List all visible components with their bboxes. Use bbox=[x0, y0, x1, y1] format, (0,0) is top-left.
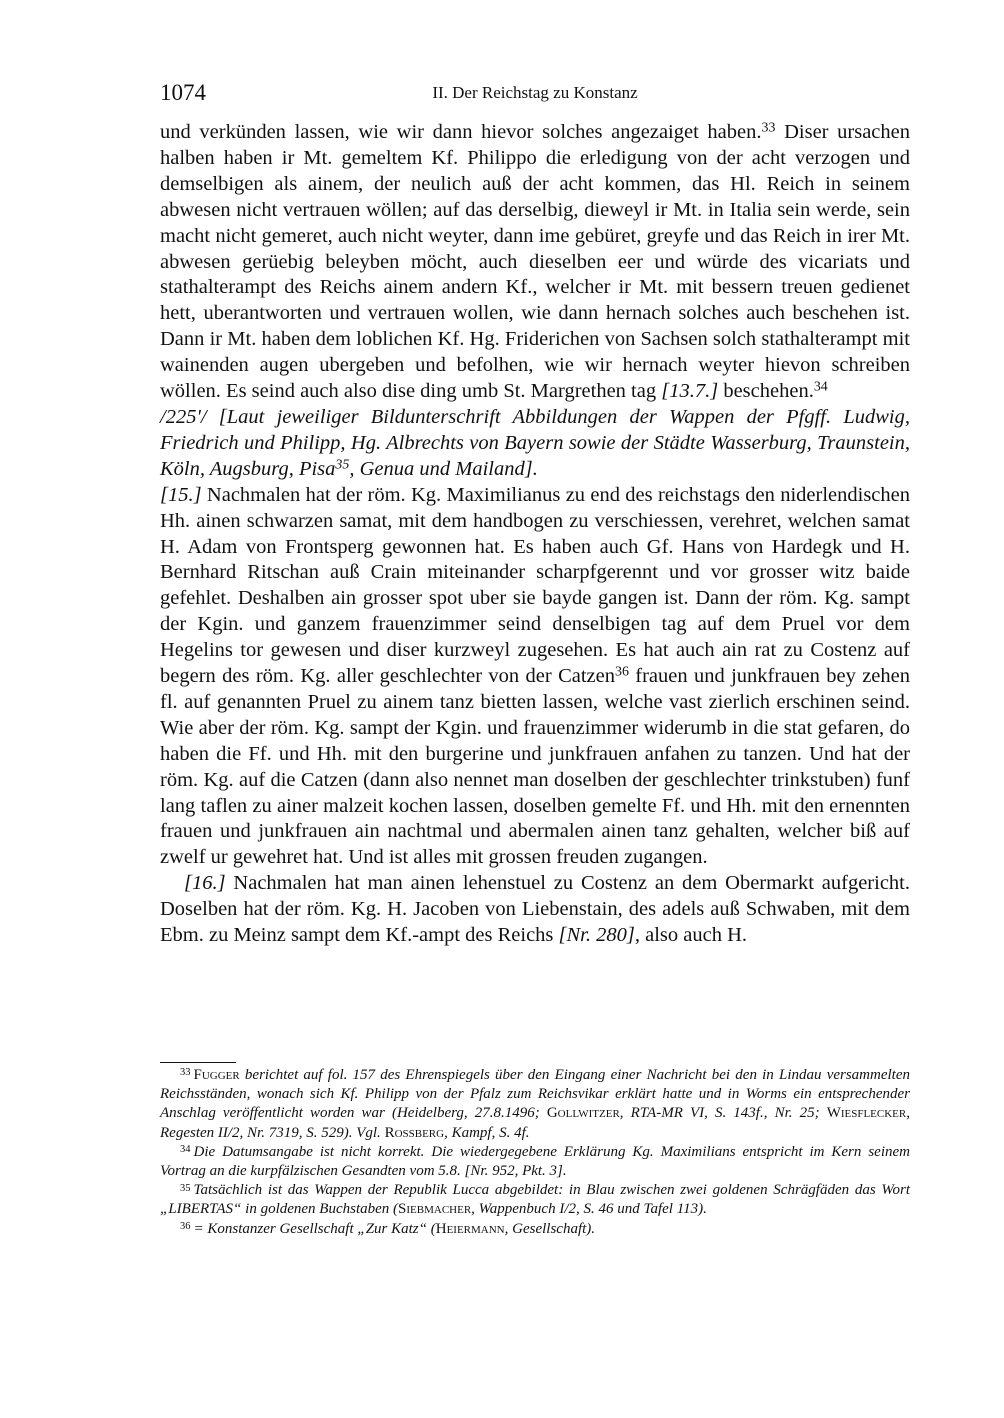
footnote-text: berichtet auf fol. 157 des Ehrenspiegels über den Eingang einer Nachricht bei den in Lindau versammelten Reichsständen, wonach sich Kf. Philipp von der Pfalz zum Reichsvikar erklärt hatte und in Worms ein entsprechender Anschlag veröffentlicht worden war (Heidelberg, 27.8.1496; bbox=[160, 1067, 910, 1122]
footnote-text: = Konstanzer Gesellschaft „Zur Katz“ ( bbox=[193, 1220, 436, 1237]
running-head: II. Der Reichstag zu Konstanz bbox=[432, 83, 638, 102]
footnote-text: Die Datumsangabe ist nicht korrekt. Die wiedergegebene Erklärung Kg. Maximilians entspricht im Kern seinem Vortrag an die kurpfälzischen Gesandten vom 5.8. [Nr. 952, Pkt. 3]. bbox=[160, 1143, 910, 1180]
text: Diser ursachen halben haben ir Mt. gemeltem Kf. Philippo die erledigung von der acht verzogen und demselbigen als ainem, der neulich auß der acht kommen, das Hl. Reich in seinem abwesen nicht vertrauen wöllen; auf das derselbig, dieweyl ir Mt. in Italia sein werde, sein macht nicht gemeret, auch nicht weyter, dann ime gebüret, greyfe und das Reich in irer Mt. abwesen gerüebig beleyben möcht, auch dieselben eer und würde des vicariats und stathalterampt des Reichs ainem andern Kf., welcher ir Mt. mit bessern treuen gedienet hett, uberantworten und vertrauen wollen, wie dann hernach solches auch beschehen ist. Dann ir Mt. haben dem loblichen Kf. Hg. Friderichen von Sachsen solch stathalterampt mit wainenden augen ubergeben und befolhen, wie wir hernach weyter hievon schreiben wöllen. Es seind auch also dise ding umb St. Margrethen tag bbox=[160, 121, 910, 403]
date-bracket: [13.7.] bbox=[661, 380, 719, 403]
footnote-ref-33[interactable]: 33 bbox=[761, 120, 776, 136]
paragraph-16 bbox=[160, 871, 910, 949]
author-name: Fugger bbox=[193, 1067, 240, 1083]
footnote-number: 35 bbox=[180, 1182, 191, 1194]
footnote-text: , Kampf, S. 4f. bbox=[444, 1124, 530, 1141]
footnote-number: 36 bbox=[180, 1220, 191, 1232]
author-name: Heiermann bbox=[435, 1220, 505, 1237]
author-name: Gollwitzer bbox=[546, 1105, 620, 1122]
text: Nachmalen hat man ainen lehenstuel zu Costenz an dem Obermarkt aufgericht. Doselben hat der röm. Kg. H. Jacoben von Liebenstain, des adels auß Schwaben, mit dem Ebm. zu Meinz sampt dem Kf.-ampt des Reichs bbox=[160, 872, 910, 947]
footnote-ref-36[interactable]: 36 bbox=[614, 664, 629, 680]
author-name: Rossberg bbox=[384, 1124, 445, 1141]
footnote-number: 33 bbox=[180, 1067, 191, 1079]
text: Nachmalen hat der röm. Kg. Maximilianus zu end des reichstags den niderlendischen Hh. ainen schwarzen samat, mit dem handbogen zu verschiessen, verehret, welchen samat H. Adam von Frontsperg gewonnen hat. Es haben auch Gf. Hans von Hardegk und H. Bernhard Ritschan auß Crain miteinander scharpfgerennt und vor grosser witz baide gefehlet. Deshalben ain grosser spot uber sie bayde gangen ist. Dann der röm. Kg. sampt der Kgin. und ganzem frauenzimmer seind denselbigen tag auf dem Pruel vor dem Hegelins tor gewesen und diser kurzweyl zugesehen. Es hat auch ain rat zu Costenz auf begern des röm. Kg. aller geschlechter von der Catzen bbox=[160, 483, 910, 688]
footnote-divider bbox=[160, 1062, 236, 1063]
page-header bbox=[160, 80, 910, 106]
footnote-number: 34 bbox=[180, 1144, 191, 1156]
footnote-ref-35[interactable]: 35 bbox=[335, 457, 350, 473]
footnote-text: , Regesten II/2, Nr. 7319, S. 529). Vgl. bbox=[160, 1105, 910, 1141]
paragraph-image-note bbox=[160, 405, 910, 483]
footnote-34 bbox=[160, 1143, 910, 1181]
footnotes bbox=[160, 1066, 910, 1239]
footnote-text: , RTA-MR VI, S. 143f., Nr. 25; bbox=[619, 1105, 827, 1122]
section-marker: [15.] bbox=[160, 483, 202, 506]
main-text bbox=[160, 120, 910, 949]
footnote-35 bbox=[160, 1181, 910, 1219]
paragraph-1 bbox=[160, 120, 910, 405]
footnote-text: Tatsächlich ist das Wappen der Republik Lucca abgebildet: in Blau zwischen zwei goldenen Schrägfäden das Wort „LIBERTAS“ in goldenen Buchstaben ( bbox=[160, 1182, 910, 1218]
image-note-end: , Genua und Mailand]. bbox=[349, 457, 538, 480]
footnote-36 bbox=[160, 1220, 910, 1239]
author-name: Siebmacher bbox=[398, 1201, 472, 1218]
footnote-text: , Wappenbuch I/2, S. 46 und Tafel 113). bbox=[471, 1201, 707, 1218]
paragraph-15 bbox=[160, 483, 910, 872]
section-marker: [16.] bbox=[184, 872, 226, 895]
cross-reference[interactable]: [Nr. 280] bbox=[558, 924, 635, 947]
text: , also auch H. bbox=[634, 924, 748, 947]
text: frauen und junkfrauen bey zehen fl. auf genannten Pruel zu ainem tanz bietten lassen, welche vast zierlich erschinen seind. Wie aber der röm. Kg. sampt der Kgin. und frauenzimmer widerumb in die stat gefaren, do haben die Ff. und Hh. mit den burgerine und junkfrauen anfahen zu tanzen. Und hat der röm. Kg. auf die Catzen (dann also nennet man doselben der geschlechter trinkstuben) funf lang taflen zu ainer malzeit kochen lassen, doselben gemelte Ff. und Hh. mit den ernennten frauen und junkfrauen ain nachtmal und abermalen ainen tanz gehalten, welcher biß auf zwelf ur gewehret hat. Und ist alles mit grossen freuden zugangen. bbox=[160, 665, 910, 869]
text: beschehen. bbox=[718, 380, 814, 403]
author-name: Wiesflecker bbox=[826, 1105, 907, 1122]
footnote-33 bbox=[160, 1066, 910, 1143]
text: und verkünden lassen, wie wir dann hievor solches angezaiget haben. bbox=[160, 121, 762, 143]
page-number: 1074 bbox=[160, 80, 206, 105]
footnote-text: , Gesellschaft). bbox=[504, 1220, 596, 1237]
image-note: /225'/ [Laut jeweiliger Bildunterschrift Abbildungen der Wappen der Pfgff. Ludwig, Friedrich und Philipp, Hg. Albrechts von Bayern sowie der Städte Wasserburg, Traunstein, Köln, Augsburg, Pisa bbox=[160, 405, 910, 480]
footnote-ref-34[interactable]: 34 bbox=[813, 379, 828, 395]
